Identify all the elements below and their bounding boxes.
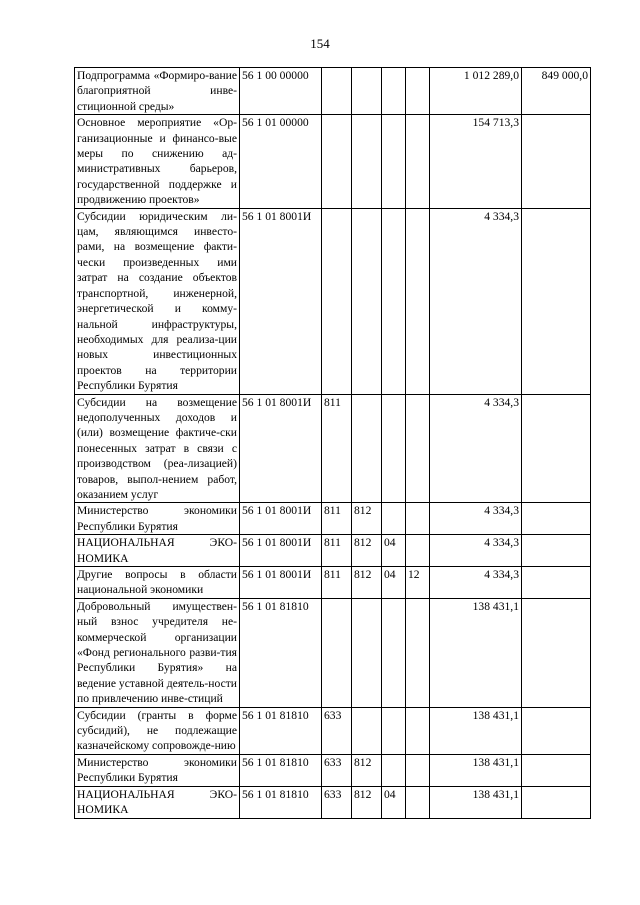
row-name: Добровольный имуществен-ный взнос учредителя не-коммерческой организации «Фонд регионального разви-тия Республики Бурятия» на ведение уставной деятель-ности по привлечению инве-стиций xyxy=(75,598,240,707)
target-article-code: 56 1 01 8001И xyxy=(240,394,322,503)
grbs-code xyxy=(352,394,382,503)
expense-type-code: 633 xyxy=(322,754,352,786)
table-row xyxy=(75,786,591,818)
amount-year-2 xyxy=(522,567,591,599)
target-article-code: 56 1 01 81810 xyxy=(240,598,322,707)
target-article-code: 56 1 01 81810 xyxy=(240,707,322,754)
amount-year-1: 4 334,3 xyxy=(430,394,522,503)
page-number: 154 xyxy=(310,36,330,51)
subsection-code xyxy=(406,786,430,818)
row-name: НАЦИОНАЛЬНАЯ ЭКО-НОМИКА xyxy=(75,535,240,567)
amount-year-2 xyxy=(522,208,591,394)
subsection-code xyxy=(406,68,430,115)
expense-type-code: 633 xyxy=(322,786,352,818)
target-article-code: 56 1 01 81810 xyxy=(240,786,322,818)
section-code xyxy=(382,503,406,535)
grbs-code xyxy=(352,707,382,754)
expense-type-code xyxy=(322,598,352,707)
amount-year-1: 1 012 289,0 xyxy=(430,68,522,115)
budget-table xyxy=(74,67,591,819)
table-row xyxy=(75,707,591,754)
grbs-code: 812 xyxy=(352,754,382,786)
section-code: 04 xyxy=(382,786,406,818)
amount-year-2 xyxy=(522,535,591,567)
section-code: 04 xyxy=(382,535,406,567)
expense-type-code: 811 xyxy=(322,567,352,599)
target-article-code: 56 1 01 8001И xyxy=(240,567,322,599)
expense-type-code: 811 xyxy=(322,394,352,503)
table-row xyxy=(75,567,591,599)
amount-year-2 xyxy=(522,598,591,707)
target-article-code: 56 1 01 81810 xyxy=(240,754,322,786)
row-name: Субсидии на возмещение недополученных доходов и (или) возмещение фактиче-ски понесенных затрат в связи с производством (реа-лизацией) товаров, выпол-нением работ, оказанием услуг xyxy=(75,394,240,503)
subsection-code xyxy=(406,707,430,754)
expense-type-code: 633 xyxy=(322,707,352,754)
subsection-code xyxy=(406,598,430,707)
amount-year-1: 4 334,3 xyxy=(430,567,522,599)
expense-type-code: 811 xyxy=(322,535,352,567)
amount-year-1: 138 431,1 xyxy=(430,598,522,707)
subsection-code xyxy=(406,754,430,786)
grbs-code: 812 xyxy=(352,535,382,567)
section-code xyxy=(382,208,406,394)
amount-year-1: 4 334,3 xyxy=(430,503,522,535)
row-name: Министерство экономики Республики Бурятия xyxy=(75,503,240,535)
section-code xyxy=(382,598,406,707)
row-name: Подпрограмма «Формиро-вание благоприятной инве-стиционной среды» xyxy=(75,68,240,115)
row-name: Субсидии (гранты в форме субсидий), не подлежащие казначейскому сопровожде-нию xyxy=(75,707,240,754)
row-name: Основное мероприятие «Ор-ганизационные и финансо-вые меры по снижению ад-министративных барьеров, государственной поддержке и продвижению проектов» xyxy=(75,115,240,208)
table-row xyxy=(75,535,591,567)
expense-type-code xyxy=(322,115,352,208)
table-row xyxy=(75,503,591,535)
target-article-code: 56 1 01 8001И xyxy=(240,503,322,535)
table-row xyxy=(75,754,591,786)
grbs-code: 812 xyxy=(352,567,382,599)
grbs-code xyxy=(352,68,382,115)
target-article-code: 56 1 00 00000 xyxy=(240,68,322,115)
amount-year-2 xyxy=(522,394,591,503)
grbs-code xyxy=(352,208,382,394)
section-code xyxy=(382,68,406,115)
row-name: Другие вопросы в области национальной экономики xyxy=(75,567,240,599)
grbs-code: 812 xyxy=(352,503,382,535)
row-name: НАЦИОНАЛЬНАЯ ЭКО-НОМИКА xyxy=(75,786,240,818)
table-row xyxy=(75,68,591,115)
table-row xyxy=(75,208,591,394)
section-code xyxy=(382,707,406,754)
amount-year-1: 138 431,1 xyxy=(430,786,522,818)
amount-year-1: 138 431,1 xyxy=(430,754,522,786)
table-row xyxy=(75,598,591,707)
amount-year-2 xyxy=(522,707,591,754)
subsection-code xyxy=(406,115,430,208)
amount-year-2 xyxy=(522,503,591,535)
row-name: Субсидии юридическим ли-цам, являющимся инвесто-рами, на возмещение факти-чески произведенных ими затрат на создание объектов транспортной, инженерной, энергетической и комму-нальной инфраструктуры, необходимых для реализа-ции новых инвестиционных проектов на территории Республики Бурятия xyxy=(75,208,240,394)
section-code: 04 xyxy=(382,567,406,599)
section-code xyxy=(382,394,406,503)
grbs-code: 812 xyxy=(352,786,382,818)
table-row xyxy=(75,394,591,503)
table-row xyxy=(75,115,591,208)
amount-year-1: 154 713,3 xyxy=(430,115,522,208)
subsection-code xyxy=(406,535,430,567)
subsection-code xyxy=(406,503,430,535)
amount-year-2 xyxy=(522,786,591,818)
section-code xyxy=(382,754,406,786)
amount-year-2 xyxy=(522,115,591,208)
table-body xyxy=(75,68,591,819)
amount-year-1: 4 334,3 xyxy=(430,208,522,394)
target-article-code: 56 1 01 00000 xyxy=(240,115,322,208)
subsection-code xyxy=(406,208,430,394)
subsection-code xyxy=(406,394,430,503)
expense-type-code: 811 xyxy=(322,503,352,535)
grbs-code xyxy=(352,115,382,208)
grbs-code xyxy=(352,598,382,707)
row-name: Министерство экономики Республики Бурятия xyxy=(75,754,240,786)
expense-type-code xyxy=(322,68,352,115)
expense-type-code xyxy=(322,208,352,394)
target-article-code: 56 1 01 8001И xyxy=(240,535,322,567)
amount-year-1: 138 431,1 xyxy=(430,707,522,754)
subsection-code: 12 xyxy=(406,567,430,599)
target-article-code: 56 1 01 8001И xyxy=(240,208,322,394)
amount-year-2 xyxy=(522,754,591,786)
amount-year-1: 4 334,3 xyxy=(430,535,522,567)
section-code xyxy=(382,115,406,208)
amount-year-2: 849 000,0 xyxy=(522,68,591,115)
